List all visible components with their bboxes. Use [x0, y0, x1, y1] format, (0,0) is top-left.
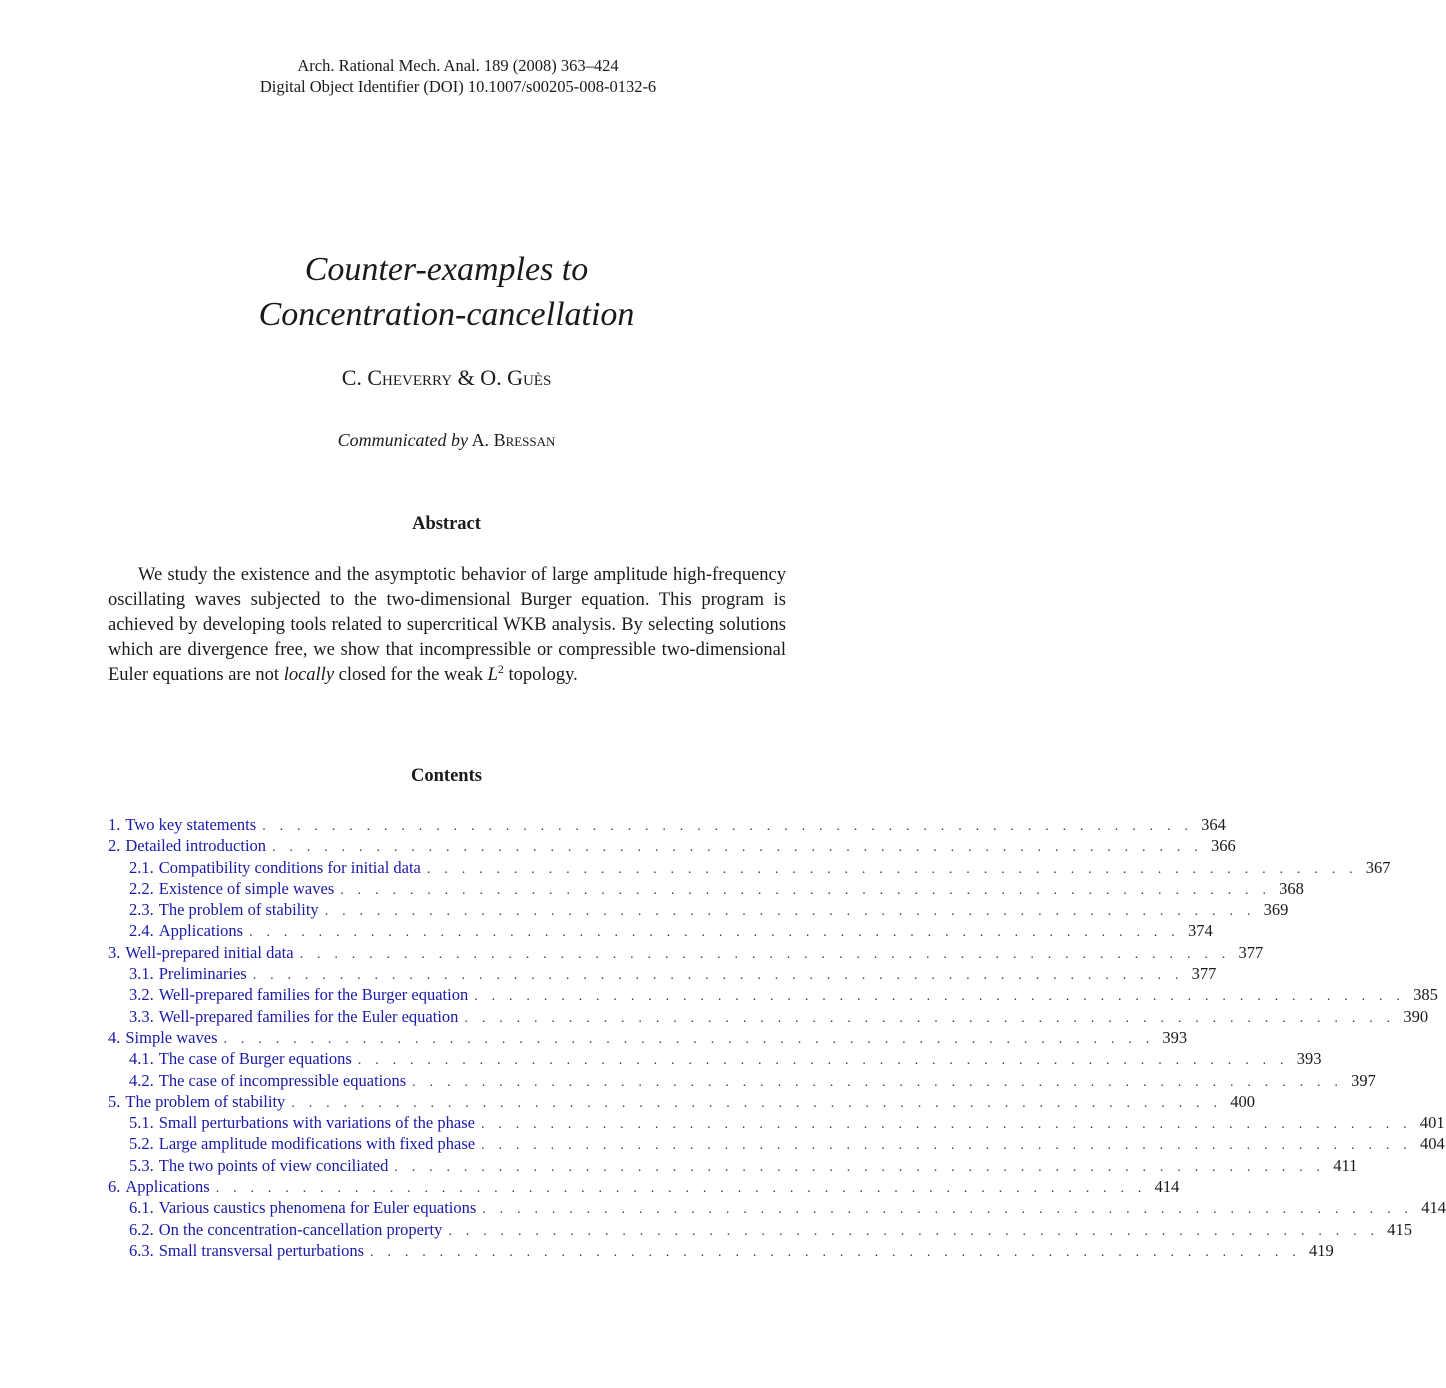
toc-leader-dots: . . . . . . . . . . . . . . . . . . . . . . . . . . . . . . . . . . . . . . . . . . . . . . . . . . . . . .	[481, 1138, 1412, 1154]
communicator-surname: Bressan	[493, 430, 556, 450]
toc-entry[interactable]	[108, 857, 1391, 878]
toc-leader-dots: . . . . . . . . . . . . . . . . . . . . . . . . . . . . . . . . . . . . . . . . . . . . . . . . . . . . . .	[357, 1053, 1289, 1069]
toc-entry-number[interactable]: 4.	[108, 1027, 121, 1047]
toc-entry[interactable]	[108, 963, 1217, 984]
toc-entry[interactable]	[108, 1070, 1376, 1091]
toc-entry-title[interactable]: Detailed introduction	[125, 836, 267, 856]
toc-entry-title[interactable]: Well-prepared families for the Burger equation	[158, 985, 469, 1005]
toc-entry-number[interactable]: 6.	[108, 1177, 121, 1197]
toc-entry-page: 400	[1230, 1091, 1255, 1111]
toc-entry-page: 368	[1279, 878, 1304, 898]
toc-entry-page: 401	[1419, 1113, 1445, 1133]
contents-heading: Contents	[411, 766, 482, 786]
toc-entry-title[interactable]: Well-prepared initial data	[125, 942, 294, 962]
author-1-initial: C.	[341, 365, 368, 390]
toc-entry[interactable]	[108, 942, 1264, 963]
toc-entry[interactable]	[108, 1048, 1322, 1069]
toc-entry-number[interactable]: 3.1.	[129, 964, 154, 984]
toc-entry-number[interactable]: 4.2.	[129, 1070, 154, 1090]
communicated-prefix: Communicated by	[337, 430, 469, 450]
abstract-text-part-1: We study the existence and the asymptotic behavior of large amplitude high-frequency oscillating waves subjected to the two-dimensional Burger equation. This program is achieved by developing tools related to supercritical WKB analysis. By selecting solutions which are divergence free, we show that incompressible or compressible two-dimensional Euler equations are not	[108, 565, 786, 685]
toc-entry-number[interactable]: 2.1.	[129, 857, 154, 877]
toc-entry-number[interactable]: 3.3.	[129, 1006, 154, 1026]
abstract-text-part-2: closed for the weak	[334, 665, 488, 685]
toc-leader-dots: . . . . . . . . . . . . . . . . . . . . . . . . . . . . . . . . . . . . . . . . . . . . . . . . . . . . . .	[249, 925, 1180, 941]
toc-entry-title[interactable]: Small transversal perturbations	[158, 1240, 365, 1260]
communicator-initial: A.	[471, 430, 494, 450]
math-exponent: 2	[497, 661, 504, 676]
toc-leader-dots: . . . . . . . . . . . . . . . . . . . . . . . . . . . . . . . . . . . . . . . . . . . . . . . . . . . . . .	[223, 1031, 1155, 1047]
toc-entry[interactable]	[108, 1027, 1188, 1048]
toc-leader-dots: . . . . . . . . . . . . . . . . . . . . . . . . . . . . . . . . . . . . . . . . . . . . . . . . . . . . . .	[394, 1159, 1326, 1175]
toc-leader-dots: . . . . . . . . . . . . . . . . . . . . . . . . . . . . . . . . . . . . . . . . . . . . . . . . . . . . . .	[464, 1010, 1396, 1026]
toc-entry-page: 393	[1162, 1027, 1188, 1047]
toc-entry-page: 390	[1403, 1006, 1429, 1026]
toc-entry[interactable]	[108, 1240, 1334, 1261]
toc-entry-number[interactable]: 3.	[108, 942, 121, 962]
toc-entry-page: 377	[1191, 964, 1217, 984]
toc-leader-dots: . . . . . . . . . . . . . . . . . . . . . . . . . . . . . . . . . . . . . . . . . . . . . . . . . . . . . .	[426, 861, 1358, 877]
toc-entry-title[interactable]: Applications	[125, 1177, 210, 1197]
toc-entry-title[interactable]: Existence of simple waves	[158, 878, 335, 898]
toc-entry-title[interactable]: Preliminaries	[158, 964, 247, 984]
title-line-2: Concentration-cancellation	[258, 296, 635, 333]
toc-leader-dots: . . . . . . . . . . . . . . . . . . . . . . . . . . . . . . . . . . . . . . . . . . . . . . . . . . . . . .	[412, 1074, 1344, 1090]
toc-entry-page: 377	[1238, 942, 1264, 962]
toc-leader-dots: . . . . . . . . . . . . . . . . . . . . . . . . . . . . . . . . . . . . . . . . . . . . . . . . . . . . . .	[448, 1223, 1380, 1239]
toc-leader-dots: . . . . . . . . . . . . . . . . . . . . . . . . . . . . . . . . . . . . . . . . . . . . . . . . . . . . . .	[299, 946, 1231, 962]
toc-entry-title[interactable]: The problem of stability	[125, 1091, 286, 1111]
toc-entry[interactable]	[108, 1155, 1358, 1176]
toc-entry-page: 414	[1421, 1198, 1446, 1218]
toc-entry-number[interactable]: 6.3.	[129, 1240, 154, 1260]
toc-entry-page: 404	[1419, 1134, 1445, 1154]
toc-leader-dots: . . . . . . . . . . . . . . . . . . . . . . . . . . . . . . . . . . . . . . . . . . . . . . . . . . . . . .	[252, 968, 1184, 984]
toc-entry-page: 385	[1413, 985, 1438, 1005]
abstract-heading: Abstract	[412, 514, 481, 534]
toc-leader-dots: . . . . . . . . . . . . . . . . . . . . . . . . . . . . . . . . . . . . . . . . . . . . . . . . . . . . . .	[340, 882, 1272, 898]
toc-entry[interactable]	[108, 1112, 1445, 1133]
toc-entry-title[interactable]: The problem of stability	[158, 900, 319, 920]
toc-entry-number[interactable]: 3.2.	[129, 985, 154, 1005]
toc-entry-page: 411	[1333, 1155, 1358, 1175]
toc-entry-title[interactable]: The two points of view conciliated	[158, 1155, 389, 1175]
toc-entry[interactable]	[108, 1091, 1255, 1112]
toc-entry-number[interactable]: 5.2.	[129, 1134, 154, 1154]
title-line-1: Counter-examples to	[304, 251, 589, 288]
abstract-italic-word: locally	[283, 665, 335, 685]
toc-leader-dots: . . . . . . . . . . . . . . . . . . . . . . . . . . . . . . . . . . . . . . . . . . . . . . . . . . . . . .	[215, 1181, 1147, 1197]
author-separator: &	[452, 365, 481, 390]
toc-entry[interactable]	[108, 835, 1236, 856]
toc-entry[interactable]	[108, 878, 1304, 899]
toc-entry-number[interactable]: 2.2.	[129, 878, 154, 898]
toc-entry-number[interactable]: 6.1.	[129, 1198, 154, 1218]
toc-leader-dots: . . . . . . . . . . . . . . . . . . . . . . . . . . . . . . . . . . . . . . . . . . . . . . . . . . . . . .	[482, 1202, 1414, 1218]
toc-entry-title[interactable]: Small perturbations with variations of the phase	[158, 1113, 475, 1133]
toc-entry-title[interactable]: Various caustics phenomena for Euler equations	[158, 1198, 477, 1218]
communicated-by	[0, 428, 893, 452]
toc-entry[interactable]	[108, 1133, 1445, 1154]
author-2-surname: Guès	[507, 365, 552, 390]
toc-entry-title[interactable]: Compatibility conditions for initial data	[158, 857, 421, 877]
toc-entry-page: 415	[1387, 1219, 1412, 1239]
toc-entry-number[interactable]: 2.	[108, 836, 121, 856]
toc-entry[interactable]	[108, 899, 1289, 920]
toc-entry[interactable]	[108, 1197, 1446, 1218]
toc-entry[interactable]	[108, 1006, 1429, 1027]
toc-entry-number[interactable]: 2.3.	[129, 900, 154, 920]
toc-entry-page: 374	[1187, 921, 1213, 941]
toc-entry-page: 367	[1365, 857, 1391, 877]
toc-entry[interactable]	[108, 1219, 1412, 1240]
toc-entry-number[interactable]: 5.3.	[129, 1155, 154, 1175]
toc-entry[interactable]	[108, 1176, 1180, 1197]
author-1-surname: Cheverry	[367, 365, 453, 390]
doi-line: Digital Object Identifier (DOI) 10.1007/s00205-008-0132-6	[259, 77, 657, 96]
toc-entry-title[interactable]: Two key statements	[125, 815, 257, 834]
toc-entry-number[interactable]: 5.1.	[129, 1113, 154, 1133]
toc-entry[interactable]	[108, 984, 1438, 1005]
paper-title	[0, 247, 893, 337]
toc-entry[interactable]	[108, 920, 1213, 941]
toc-entry-title[interactable]: The case of incompressible equations	[158, 1070, 407, 1090]
toc-entry-page: 397	[1351, 1070, 1376, 1090]
toc-leader-dots: . . . . . . . . . . . . . . . . . . . . . . . . . . . . . . . . . . . . . . . . . . . . . . . . . . . . . .	[291, 1095, 1223, 1111]
toc-leader-dots: . . . . . . . . . . . . . . . . . . . . . . . . . . . . . . . . . . . . . . . . . . . . . . . . . . . . . .	[474, 989, 1406, 1005]
table-of-contents	[108, 814, 1446, 1261]
toc-leader-dots: . . . . . . . . . . . . . . . . . . . . . . . . . . . . . . . . . . . . . . . . . . . . . . . . . . . . . .	[370, 1244, 1301, 1260]
author-2-initial: O.	[480, 365, 508, 390]
toc-entry-page: 419	[1308, 1240, 1334, 1260]
toc-entry[interactable]	[108, 814, 1226, 835]
toc-entry-title[interactable]: Well-prepared families for the Euler equation	[158, 1006, 459, 1026]
math-symbol-l: L	[487, 665, 498, 685]
toc-entry-number[interactable]: 4.1.	[129, 1049, 154, 1069]
journal-header	[0, 55, 916, 97]
toc-entry-page: 366	[1210, 836, 1236, 856]
toc-entry-page: 393	[1296, 1049, 1322, 1069]
toc-entry-number[interactable]: 2.4.	[129, 921, 154, 941]
author-list	[0, 364, 893, 392]
toc-entry-number[interactable]: 1.	[108, 815, 121, 834]
toc-entry-title[interactable]: The case of Burger equations	[158, 1049, 352, 1069]
toc-leader-dots: . . . . . . . . . . . . . . . . . . . . . . . . . . . . . . . . . . . . . . . . . . . . . . . . . . . . . .	[262, 819, 1194, 834]
toc-entry-title[interactable]: Large amplitude modifications with fixed phase	[158, 1134, 476, 1154]
toc-leader-dots: . . . . . . . . . . . . . . . . . . . . . . . . . . . . . . . . . . . . . . . . . . . . . . . . . . . . . .	[272, 840, 1203, 856]
toc-entry-page: 414	[1154, 1177, 1180, 1197]
toc-entry-number[interactable]: 5.	[108, 1091, 121, 1111]
toc-entry-page: 369	[1263, 900, 1289, 920]
abstract-text	[108, 563, 786, 688]
toc-entry-title[interactable]: Applications	[158, 921, 244, 941]
toc-entry-number[interactable]: 6.2.	[129, 1219, 154, 1239]
toc-entry-page: 364	[1201, 815, 1226, 834]
toc-entry-title[interactable]: Simple waves	[125, 1027, 218, 1047]
toc-leader-dots: . . . . . . . . . . . . . . . . . . . . . . . . . . . . . . . . . . . . . . . . . . . . . . . . . . . . . .	[324, 904, 1256, 920]
toc-leader-dots: . . . . . . . . . . . . . . . . . . . . . . . . . . . . . . . . . . . . . . . . . . . . . . . . . . . . . .	[480, 1117, 1412, 1133]
journal-citation: Arch. Rational Mech. Anal. 189 (2008) 363–424	[297, 56, 619, 75]
toc-entry-title[interactable]: On the concentration-cancellation property	[158, 1219, 443, 1239]
abstract-text-part-3: topology.	[503, 665, 578, 685]
